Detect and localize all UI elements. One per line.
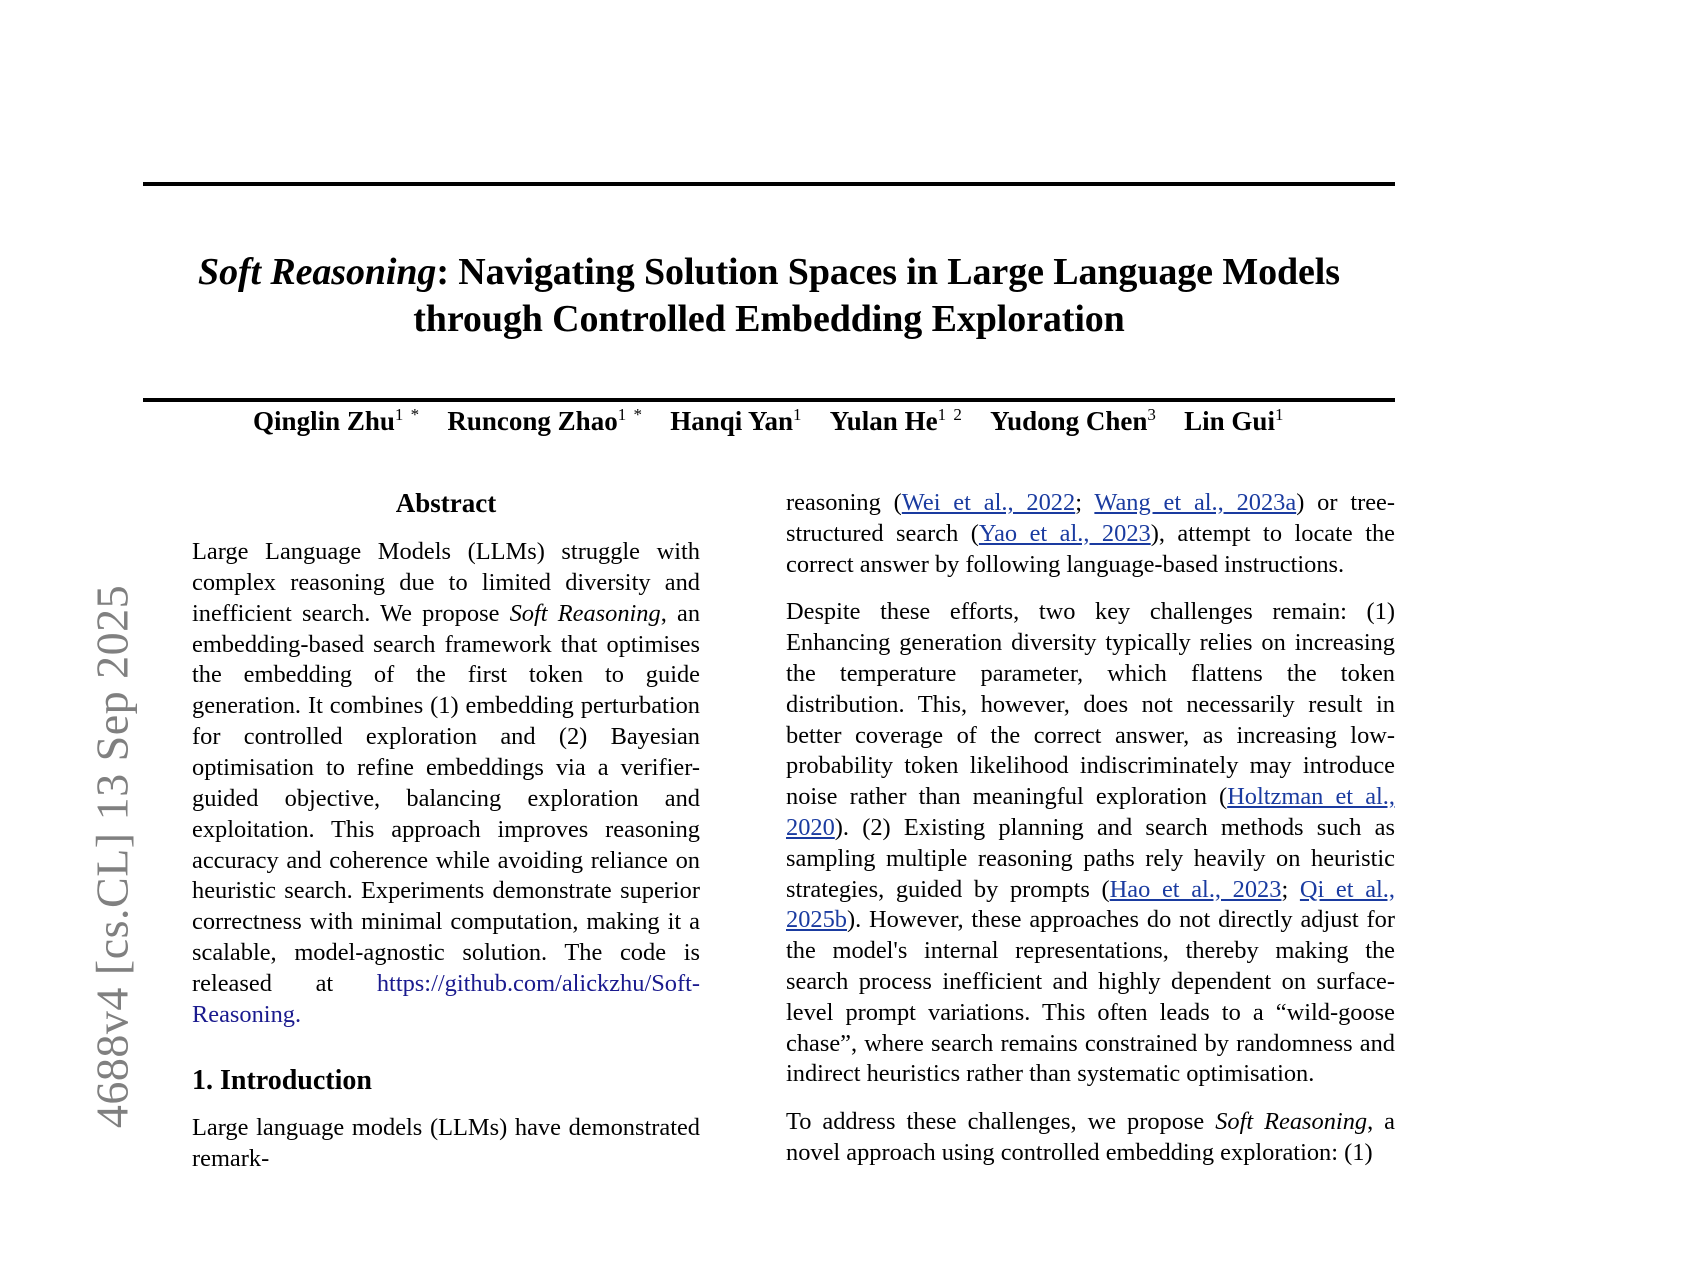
- author-entry: [830, 406, 964, 436]
- author-name: Runcong Zhao: [447, 406, 618, 436]
- title-block: [143, 182, 1395, 402]
- title-rule-bottom: [143, 398, 1395, 402]
- page-title: [143, 211, 1395, 372]
- right-paragraph-2: [786, 597, 1395, 1090]
- citation-link[interactable]: Yao et al., 2023: [978, 519, 1151, 547]
- paragraph-lead: Despite these efforts, two key challenges remain: (1) Enhancing generation diversity typically relies on increasing the temperature parameter, which flattens the token distribution. This, however, does not necessarily result in better coverage of the correct answer, as increasing low-probability token likelihood indiscriminately may introduce noise rather than meaningful exploration (: [786, 598, 1395, 811]
- abstract-text-part-1: Large Language Models (LLMs) struggle with complex reasoning due to limited diversity and inefficient search. We propose: [192, 538, 700, 627]
- citation-separator: ;: [1281, 875, 1300, 903]
- author-name: Lin Gui: [1184, 406, 1275, 436]
- citation-link[interactable]: Wang et al., 2023a: [1094, 489, 1297, 516]
- author-affiliation-marks: 1 2: [937, 405, 964, 424]
- citation-link[interactable]: Hao et al., 2023: [1109, 875, 1282, 903]
- code-repository-link[interactable]: https://github.com/alickzhu/Soft-Reasoning.: [192, 970, 700, 1028]
- title-emphasis: Soft Reasoning: [198, 251, 437, 294]
- citation-link[interactable]: Wei et al., 2022: [901, 489, 1076, 516]
- paragraph-emphasis: Soft Reasoning: [1215, 1108, 1368, 1136]
- paragraph-lead: To address these challenges, we propose: [786, 1108, 1216, 1136]
- author-entry: [990, 406, 1157, 436]
- author-list: [143, 405, 1395, 437]
- right-paragraph-3: [786, 1107, 1395, 1169]
- author-name: Yudong Chen: [990, 406, 1148, 436]
- paragraph-mid: ) or tree-structured search (: [786, 489, 1396, 547]
- citation-link[interactable]: Qi et al., 2025b: [786, 875, 1395, 934]
- author-affiliation-marks: 1: [793, 405, 804, 424]
- arxiv-identifier-stamp: 4688v4 [cs.CL] 13 Sep 2025: [86, 584, 138, 1129]
- author-entry: [670, 406, 803, 436]
- abstract-emphasis: Soft Reasoning: [509, 599, 661, 627]
- abstract-text-part-2: , an embedding-based search framework that optimises the embedding of the first token to guide generation. It combines (1) embedding perturbation for controlled exploration and (2) Bayesian optimisation to refine embeddings via a verifier-guided objective, balancing exploration and exploitation. This approach improves reasoning accuracy and coherence while avoiding reliance on heuristic search. Experiments demonstrate superior correctness with minimal computation, making it a scalable, model-agnostic solution. The code is released at: [192, 599, 701, 998]
- abstract-heading: Abstract: [395, 488, 497, 518]
- title-rest: : Navigating Solution Spaces in Large Language Models through Controlled Embedding Exploration: [413, 251, 1340, 340]
- paragraph-mid: ). (2) Existing planning and search methods such as sampling multiple reasoning paths rely heavily on heuristic strategies, guided by prompts (: [786, 813, 1395, 903]
- author-affiliation-marks: 1: [1274, 405, 1285, 424]
- author-affiliation-marks: 3: [1147, 405, 1158, 424]
- paragraph-lead: reasoning (: [786, 489, 902, 516]
- citation-link[interactable]: Holtzman et al., 2020: [786, 783, 1395, 841]
- citation-separator: ;: [1075, 489, 1095, 516]
- author-name: Hanqi Yan: [670, 406, 794, 436]
- left-column: [192, 488, 700, 1192]
- right-paragraph-1: [786, 488, 1395, 580]
- author-name: Yulan He: [829, 406, 938, 436]
- paragraph-tail: , a novel approach using controlled embedding exploration: (1): [786, 1108, 1395, 1166]
- author-name: Qinglin Zhu: [253, 406, 395, 436]
- author-affiliation-marks: 1 *: [394, 405, 421, 424]
- right-column: [786, 488, 1395, 1186]
- author-affiliation-marks: 1 *: [617, 405, 644, 424]
- abstract-paragraph: [192, 537, 700, 1031]
- paragraph-tail: ), attempt to locate the correct answer by following language-based instructions.: [786, 519, 1395, 578]
- author-entry: [447, 406, 643, 436]
- paragraph-tail: ). However, these approaches do not directly adjust for the model's internal representations, thereby making the search process inefficient and highly dependent on surface-level prompt variations. This often leads to a “wild-goose chase”, where search remains constrained by randomness and indirect heuristics rather than systematic optimisation.: [786, 906, 1395, 1088]
- author-entry: [253, 406, 421, 436]
- introduction-heading: 1. Introduction: [192, 1064, 372, 1096]
- body-columns: [143, 488, 1395, 1275]
- introduction-paragraph: Large language models (LLMs) have demonstrated remark-: [192, 1114, 700, 1173]
- author-entry: [1184, 406, 1285, 436]
- title-rule-top: [143, 182, 1395, 186]
